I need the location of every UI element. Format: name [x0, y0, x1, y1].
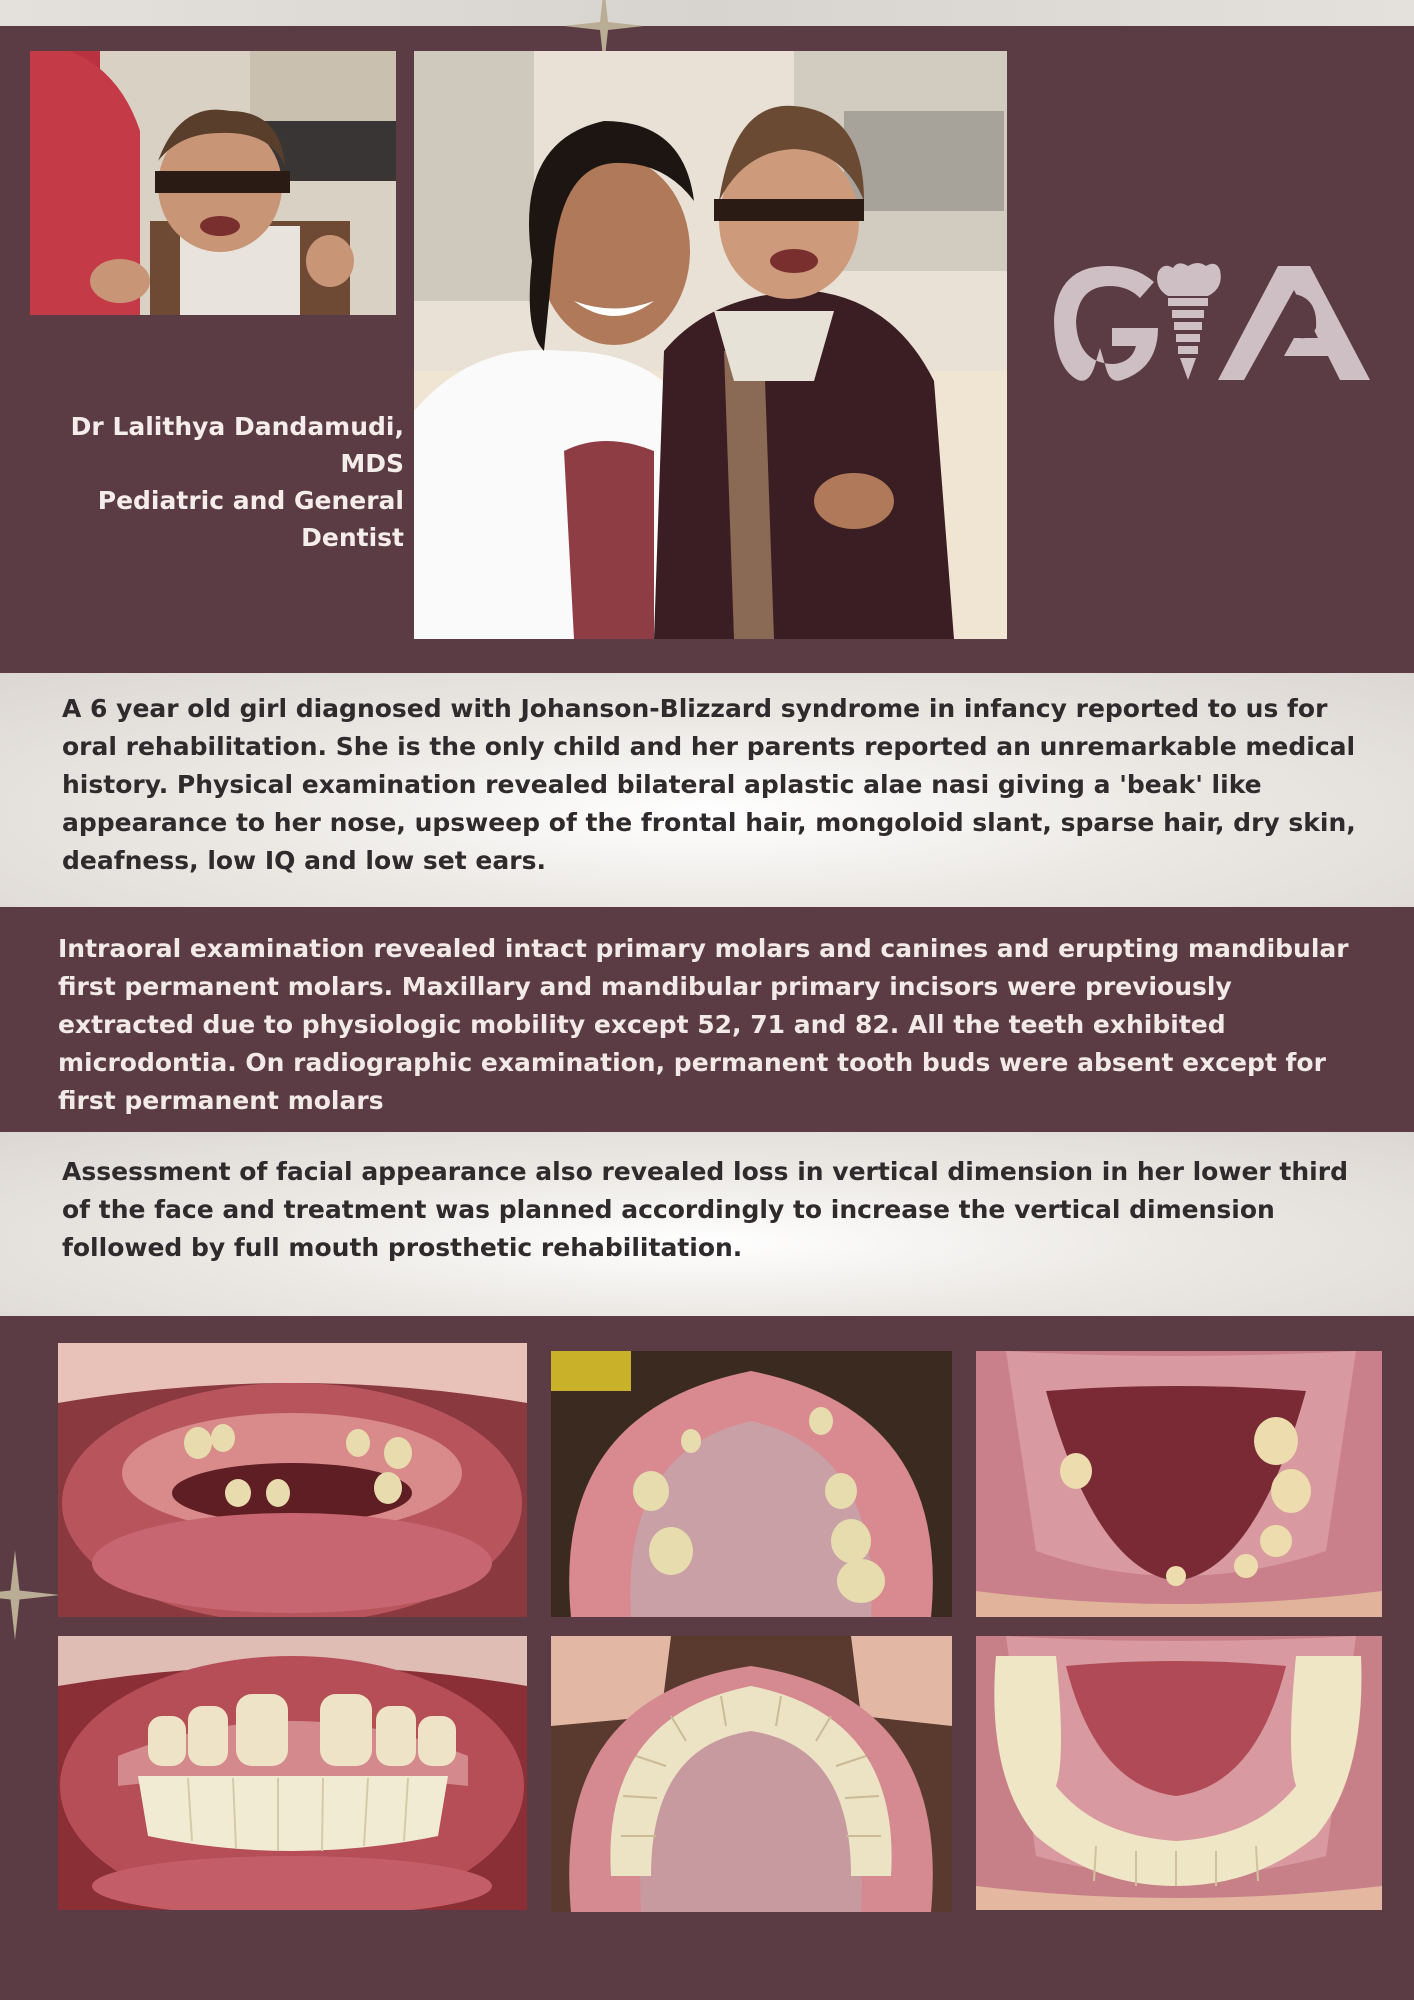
intraoral-paragraph: Intraoral examination revealed intact primary molars and canines and erupting mandibular first permanent molars. Maxillary and mandibular primary incisors were previously extracted due to physiologic mobility except 52, 71 and 82. All the teeth exhibited microdontia. On radiographic examination, permanent tooth buds were absent except for first permanent molars	[58, 934, 1349, 1115]
assessment-band	[0, 1132, 1414, 1316]
assessment-paragraph: Assessment of facial appearance also revealed loss in vertical dimension in her lower third of the face and treatment was planned accordingly to increase the vertical dimension followed by full mouth prosthetic rehabilitation.	[62, 1157, 1348, 1262]
dentist-name: Dr Lalithya Dandamudi, MDS	[70, 412, 404, 478]
child-in-dental-chair-photo	[30, 51, 396, 315]
posttreatment-maxillary-occlusal-photo	[551, 1636, 952, 1912]
dentist-title-continued: Dentist	[301, 523, 404, 552]
intro-band	[0, 673, 1414, 907]
sparkle-star-icon	[0, 1545, 60, 1645]
gia-logo	[1048, 258, 1378, 390]
pretreatment-maxillary-occlusal-photo	[551, 1351, 952, 1617]
dentist-credentials	[20, 408, 404, 556]
top-strip	[0, 0, 1414, 26]
dentist-with-child-photo	[414, 51, 1007, 639]
dentist-title: Pediatric and General	[97, 486, 404, 515]
pretreatment-frontal-photo	[58, 1343, 527, 1617]
pretreatment-mandibular-occlusal-photo	[976, 1351, 1382, 1617]
posttreatment-mandibular-occlusal-photo	[976, 1636, 1382, 1910]
posttreatment-frontal-photo	[58, 1636, 527, 1910]
intro-paragraph: A 6 year old girl diagnosed with Johanson-Blizzard syndrome in infancy reported to us for oral rehabilitation. She is the only child and her parents reported an unremarkable medical history. Physical examination revealed bilateral aplastic alae nasi giving a 'beak' like appearance to her nose, upsweep of the frontal hair, mongoloid slant, sparse hair, dry skin, deafness, low IQ and low set ears.	[62, 694, 1356, 875]
